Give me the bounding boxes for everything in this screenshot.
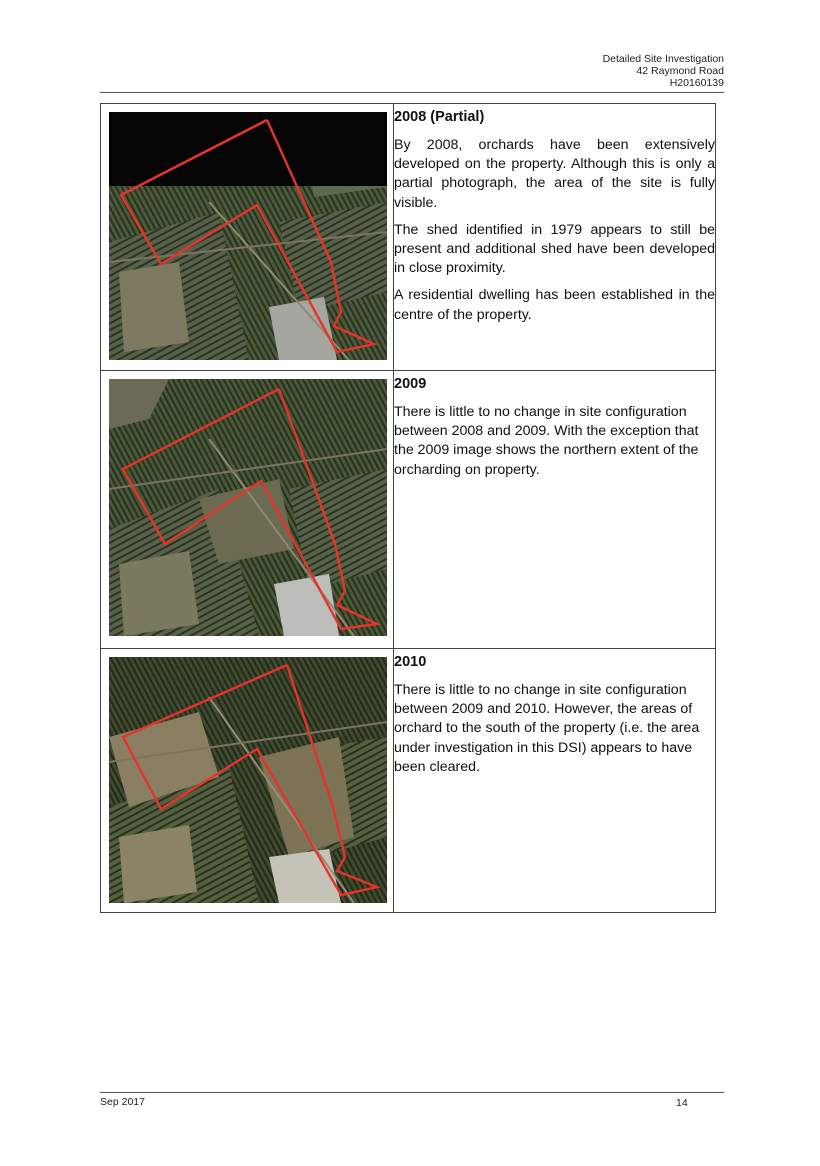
page-number: 14: [676, 1097, 688, 1109]
entry-paragraph: A residential dwelling has been established in the centre of the property.: [394, 287, 715, 323]
footer-date: Sep 2017: [100, 1096, 145, 1108]
entry-year: 2010: [394, 654, 427, 670]
entry-paragraph: There is little to no change in site configuration between 2009 and 2010. However, the areas of orchard to the south of the property (i.e. the area under investigation in this DSI) appears to have been cleared.: [394, 682, 700, 775]
entry-paragraph: The shed identified in 1979 appears to still be present and additional shed have been developed in close proximity.: [394, 221, 715, 277]
aerial-photo-2010: [109, 657, 387, 903]
table-row-2008: [101, 104, 716, 371]
table-row-2009: [101, 371, 716, 649]
entry-year: 2008 (Partial): [394, 109, 485, 125]
entry-year: 2009: [394, 376, 427, 392]
project-number: H20160139: [669, 77, 724, 89]
document-title: Detailed Site Investigation: [602, 53, 724, 65]
header-divider: [100, 92, 724, 93]
entry-paragraph: There is little to no change in site configuration between 2008 and 2009. With the exception that the 2009 image shows the northern extent of the orcharding on property.: [394, 404, 699, 478]
entry-paragraph: By 2008, orchards have been extensively developed on the property. Although this is only a partial photograph, the area of the site is fully visible.: [394, 137, 715, 211]
page-header: [603, 53, 724, 89]
aerial-history-table: [100, 103, 716, 913]
footer-divider: [100, 1092, 724, 1093]
site-address: 42 Raymond Road: [636, 65, 724, 77]
table-row-2010: [101, 649, 716, 913]
aerial-photo-2008: [109, 112, 387, 360]
aerial-photo-2009: [109, 379, 387, 636]
